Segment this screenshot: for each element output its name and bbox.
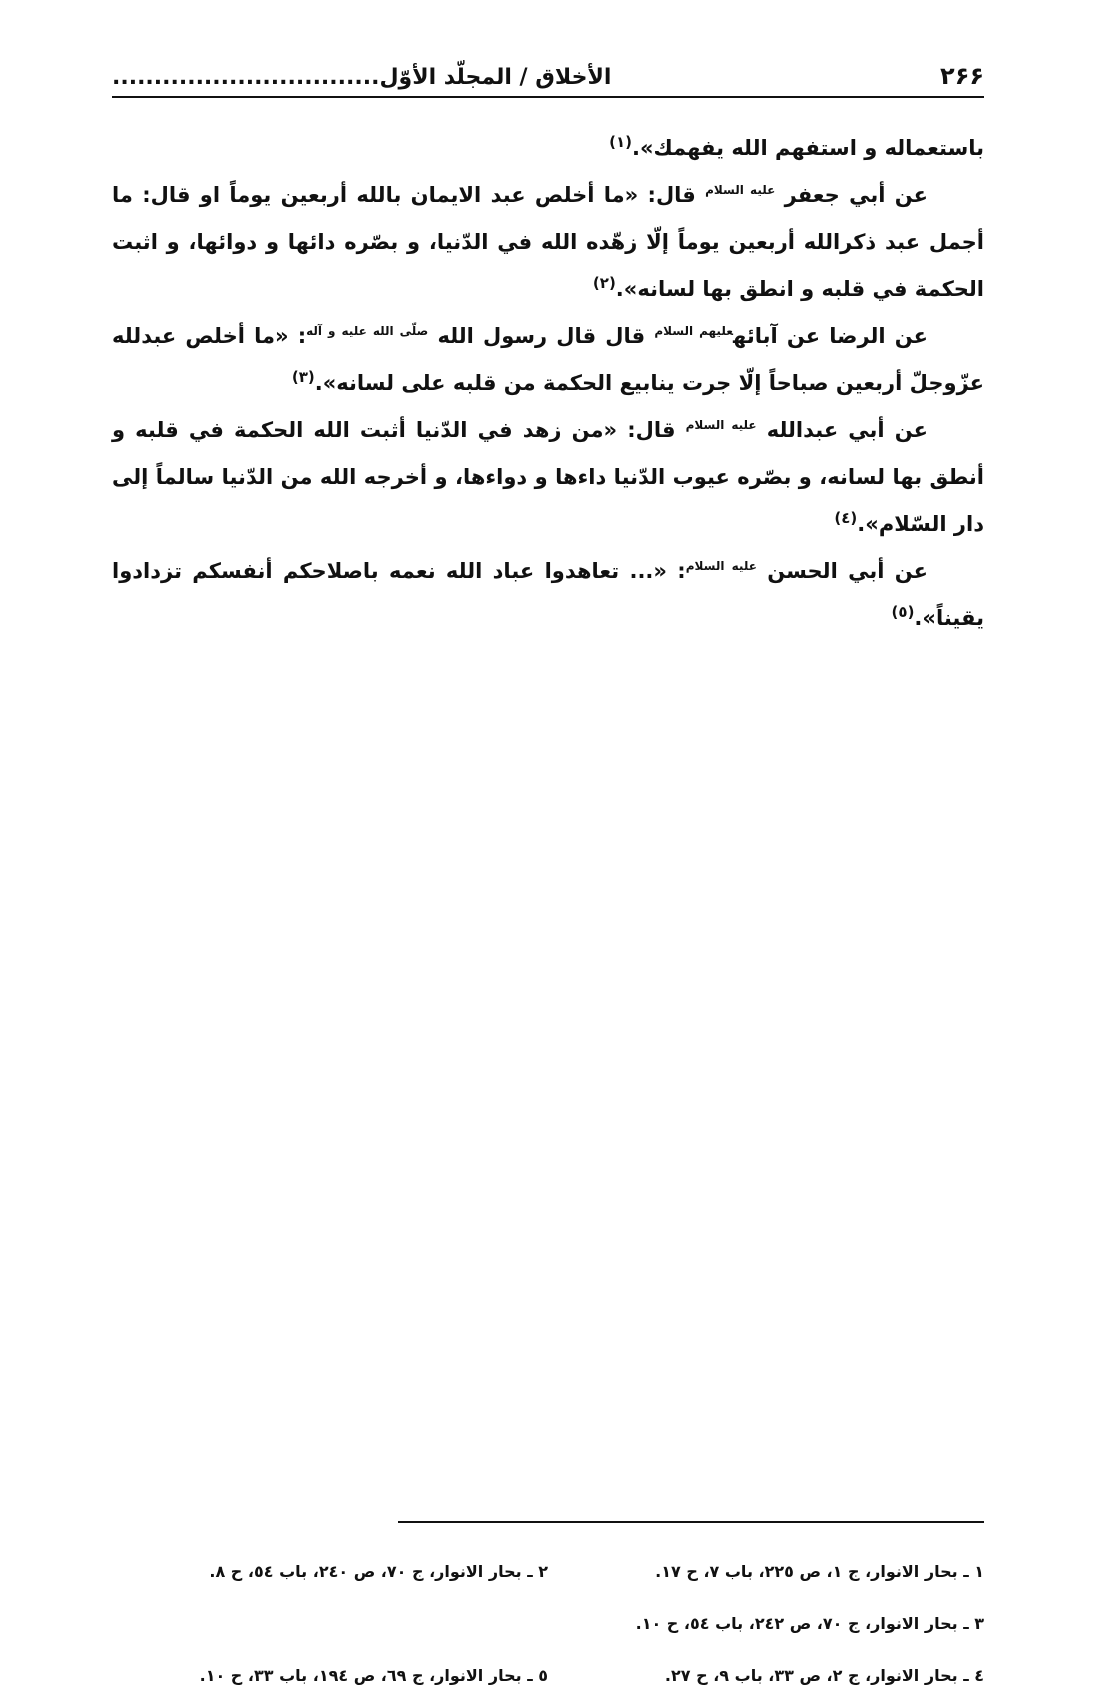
honorific-glyph: عليه السلام <box>705 183 776 197</box>
footnote-4: ٤ ـ بحار الانوار، ج ٢، ص ٣٣، باب ٩، ح ٢٧. <box>664 1665 984 1685</box>
honorific-glyph: عليه السلام <box>685 418 757 432</box>
footnote-5: ٥ ـ بحار الانوار، ج ٦٩، ص ١٩٤، باب ٣٣، ح ١٠. <box>199 1665 548 1685</box>
footnote-ref-5[interactable]: (٥) <box>891 603 915 621</box>
footnote-row <box>112 1545 984 1597</box>
footnote-3: ٣ ـ بحار الانوار، ج ٧٠، ص ٢٤٢، باب ٥٤، ح ١٠. <box>635 1613 984 1633</box>
main-text <box>112 125 984 642</box>
running-header <box>112 50 984 90</box>
paragraph-text: عن أبي الحسن <box>767 559 929 583</box>
honorific-glyph: صلّى الله عليه و آله <box>306 324 429 338</box>
paragraph-2 <box>112 172 984 313</box>
footnote-ref-1[interactable]: (١) <box>609 133 632 151</box>
footnote-ref-4[interactable]: (٤) <box>834 509 858 527</box>
honorific-glyph: عليهم السلام <box>654 324 733 338</box>
footnote-ref-3[interactable]: (٣) <box>291 368 315 386</box>
footnotes <box>112 1545 984 1701</box>
paragraph-text: قال: «من زهد في الدّنيا أثبت الله الحكمة في قلبه و أنطق بها لسانه، و بصّره عيوب الدّنيا داءها و دواءها، و أخرجه الله من الدّنيا سالماً إلى دار السّلام». <box>112 418 984 536</box>
footnote-divider <box>398 1521 984 1523</box>
page-number: ٢۶۶ <box>940 62 984 90</box>
paragraph-5 <box>112 548 984 642</box>
header-title-group <box>112 65 611 90</box>
paragraph-text: باستعماله و استفهم الله يفهمك». <box>631 136 984 160</box>
paragraph-4 <box>112 407 984 548</box>
paragraph-text: عن أبي جعفر <box>784 183 928 207</box>
paragraph-text: قال قال رسول الله <box>437 324 646 348</box>
leader-dots: ................................ <box>112 65 380 90</box>
footnote-ref-2[interactable]: (٢) <box>592 274 616 292</box>
footnote-row <box>112 1649 984 1701</box>
paragraph-text: : «ما أخلص عبدلله عزّوجلّ أربعين صباحاً إلّا جرت ينابيع الحكمة من قلبه على لسانه». <box>112 324 984 395</box>
header-divider <box>112 96 984 98</box>
paragraph-text: عن أبي عبدالله <box>766 418 928 442</box>
paragraph-text: : «... تعاهدوا عباد الله نعمه باصلاحكم أنفسكم تزدادوا يقيناً». <box>112 559 984 630</box>
book-title: الأخلاق / المجلّد الأوّل <box>379 65 612 90</box>
book-page <box>112 40 984 1685</box>
footnote-2: ٢ ـ بحار الانوار، ج ٧٠، ص ٢٤٠، باب ٥٤، ح ٨. <box>209 1561 548 1581</box>
paragraph-text: قال: «ما أخلص عبد الايمان بالله أربعين يوماً او قال: ما أجمل عبد ذكرالله أربعين يوماً إلّا زهّده الله في الدّنيا، و بصّره دائها و دوائها، و اثبت الحكمة في قلبه و انطق بها لسانه». <box>112 183 984 301</box>
paragraph-3 <box>112 313 984 407</box>
honorific-glyph: عليه السلام <box>685 559 757 573</box>
paragraph-1 <box>112 125 984 172</box>
paragraph-text: عن الرضا عن آبائه <box>733 324 928 348</box>
footnote-row <box>112 1597 984 1649</box>
footnote-1: ١ ـ بحار الانوار، ج ١، ص ٢٢٥، باب ٧، ح ١٧. <box>655 1561 984 1581</box>
